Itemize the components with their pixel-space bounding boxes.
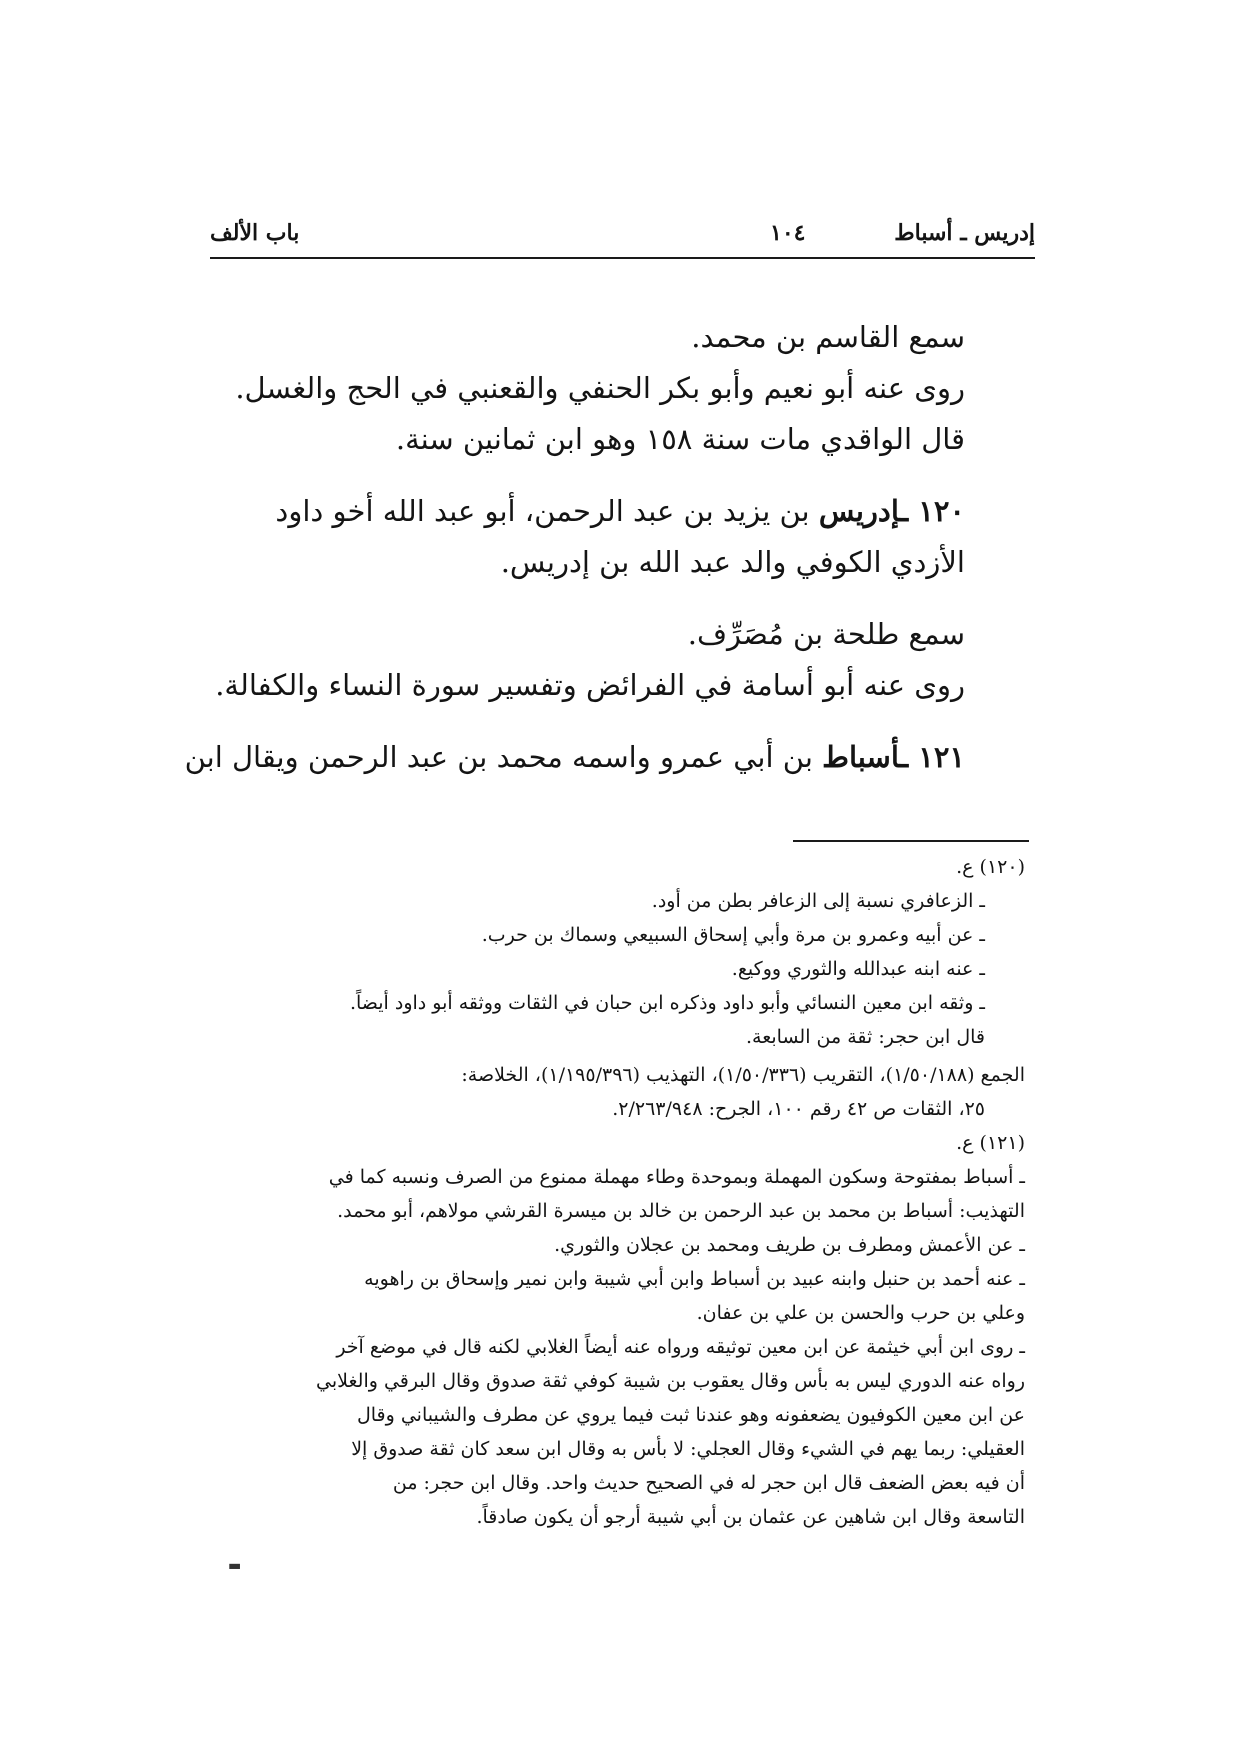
- entry-text: بن أبي عمرو واسمه محمد بن عبد الرحمن ويقال ابن: [184, 740, 823, 774]
- main-text: [184, 312, 965, 783]
- entry-number: ١٢١ ـ: [899, 740, 965, 774]
- footnote-line: الجمع (١/٥٠/١٨٨)، التقريب (١/٥٠/٣٣٦)، التهذيب (١/١٩٥/٣٩٦)، الخلاصة:: [461, 1064, 1025, 1086]
- footnote-line: ـ عنه ابنه عبدالله والثوري ووكيع.: [731, 958, 985, 980]
- footnote-line: رواه عنه الدوري ليس به بأس وقال يعقوب بن شيبة كوفي ثقة صدوق وقال البرقي والغلابي: [316, 1370, 1025, 1392]
- body-line: سمع القاسم بن محمد.: [691, 320, 965, 354]
- entry-120-continuation: الأزدي الكوفي والد عبد الله بن إدريس.: [500, 545, 965, 579]
- footnote-120-label: (١٢٠) ع.: [956, 856, 1025, 878]
- footnote-120-body: [210, 884, 1025, 1054]
- footnote-line: ـ أسباط بمفتوحة وسكون المهملة وبموحدة وطاء مهملة ممنوع من الصرف ونسبه كما في: [328, 1166, 1025, 1188]
- footnote-rule: [793, 840, 1029, 842]
- footnote-line: ـ وثقه ابن معين النسائي وأبو داود وذكره ابن حبان في الثقات ووثقه أبو داود أيضاً.: [349, 992, 985, 1014]
- footnote-line: أن فيه بعض الضعف قال ابن حجر له في الصحيح حديث واحد. وقال ابن حجر: من: [392, 1472, 1025, 1494]
- footnote-line: التهذيب: أسباط بن محمد بن عبد الرحمن بن خالد بن ميسرة القرشي مولاهم، أبو محمد.: [337, 1200, 1025, 1222]
- footnote-line: ٢٥، الثقات ص ٤٢ رقم ١٠٠، الجرح: ٢/٢٦٣/٩٤٨.: [612, 1098, 985, 1120]
- body-line: روى عنه أبو نعيم وأبو بكر الحنفي والقعنبي في الحج والغسل.: [235, 371, 965, 405]
- running-header: [210, 220, 1035, 256]
- header-entry-range: إدريس ـ أسباط: [894, 220, 1035, 246]
- page-number: ١٠٤: [770, 220, 806, 246]
- footnotes: [210, 850, 1025, 1534]
- footnote-line: ـ عنه أحمد بن حنبل وابنه عبيد بن أسباط وابن أبي شيبة وابن نمير وإسحاق بن راهويه: [364, 1268, 1025, 1290]
- body-line: سمع طلحة بن مُصَرِّف.: [687, 617, 965, 651]
- footnote-line: ـ الزعافري نسبة إلى الزعافر بطن من أود.: [651, 890, 985, 912]
- entry-name: إدريس: [818, 494, 900, 528]
- header-rule: [210, 257, 1035, 259]
- footnote-line: التاسعة وقال ابن شاهين عن عثمان بن أبي شيبة أرجو أن يكون صادقاً.: [476, 1506, 1025, 1528]
- body-line: قال الواقدي مات سنة ١٥٨ وهو ابن ثمانين سنة.: [395, 422, 965, 456]
- entry-name: أسباط: [822, 740, 900, 774]
- end-ornament: ▬: [228, 1558, 240, 1574]
- footnote-121-label: (١٢١) ع.: [956, 1132, 1025, 1154]
- footnote-line: وعلي بن حرب والحسن بن علي بن عفان.: [696, 1302, 1025, 1324]
- entry-120-heading: [180, 486, 965, 537]
- body-line: روى عنه أبو أسامة في الفرائض وتفسير سورة النساء والكفالة.: [215, 668, 965, 702]
- footnote-line: قال ابن حجر: ثقة من السابعة.: [745, 1026, 985, 1048]
- footnote-line: ـ عن أبيه وعمرو بن مرة وأبي إسحاق السبيعي وسماك بن حرب.: [481, 924, 985, 946]
- footnote-line: ـ روى ابن أبي خيثمة عن ابن معين توثيقه ورواه عنه أيضاً الغلابي لكنه قال في موضع آخر: [336, 1336, 1025, 1358]
- entry-number: ١٢٠ ـ: [899, 494, 965, 528]
- entry-text: بن يزيد بن عبد الرحمن، أبو عبد الله أخو داود: [275, 494, 819, 528]
- entry-121-heading: [180, 732, 965, 783]
- footnote-line: عن ابن معين الكوفيون يضعفونه وهو عندنا ثبت فيما يروي عن مطرف والشيباني وقال: [356, 1404, 1025, 1426]
- footnote-line: ـ عن الأعمش ومطرف بن طريف ومحمد بن عجلان والثوري.: [554, 1234, 1025, 1256]
- header-chapter: باب الألف: [210, 220, 300, 246]
- footnote-line: العقيلي: ربما يهم في الشيء وقال العجلي: لا بأس به وقال ابن سعد كان ثقة صدوق إلا: [351, 1438, 1025, 1460]
